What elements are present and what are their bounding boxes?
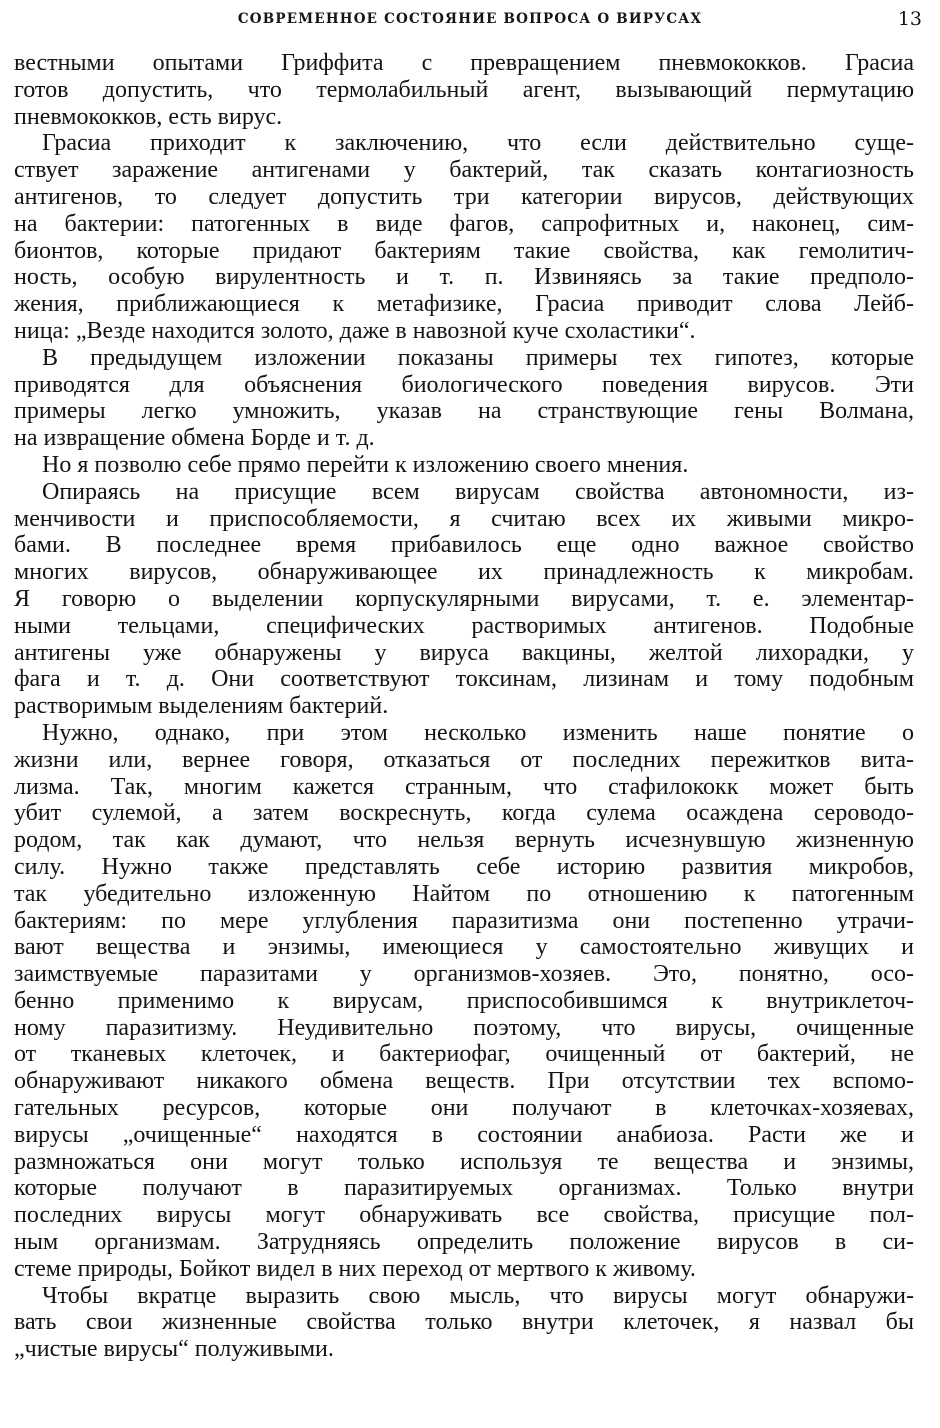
text-line: последних вирусы могут обнаруживать все свойства, присущие пол- <box>14 1202 914 1229</box>
text-line: „чистые вирусы“ полуживыми. <box>14 1336 334 1363</box>
text-line: пневмококков, есть вирус. <box>14 103 283 130</box>
text-line: В предыдущем изложении показаны примеры тех гипотез, которые <box>42 344 914 371</box>
text-line: жизни или, вернее говоря, отказаться от последних пережитков вита- <box>14 746 914 773</box>
text-line: на бактерии: патогенных в виде фагов, сапрофитных и, наконец, сим- <box>14 210 914 237</box>
text-line: бионтов, которые придают бактериям такие свойства, как гемолитич- <box>14 237 914 264</box>
text-line: стеме природы, Бойкот видел в них переход от мертвого к живому. <box>14 1255 696 1282</box>
text-line: ность, особую вирулентность и т. п. Извиняясь за такие предполо- <box>14 264 914 291</box>
text-line: бами. В последнее время прибавилось еще одно важное свойство <box>14 532 914 559</box>
page-number: 13 <box>897 8 922 30</box>
text-line: антигенов, то следует допустить три категории вирусов, действующих <box>14 183 914 210</box>
text-line: ным организмам. Затрудняясь определить положение вирусов в си- <box>14 1229 914 1256</box>
text-line: Но я позволю себе прямо перейти к изложению своего мнения. <box>42 451 689 478</box>
text-line: ствует заражение антигенами у бактерий, так сказать контагиозность <box>14 157 914 184</box>
text-line: приводятся для объяснения биологического поведения вирусов. Эти <box>14 371 914 398</box>
text-line: менчивости и приспособляемости, я считаю всех их живыми микро- <box>14 505 914 532</box>
text-line: вают вещества и энзимы, имеющиеся у самостоятельно живущих и <box>14 934 914 961</box>
text-line: обнаруживают никакого обмена веществ. При отсутствии тех вспомо- <box>14 1068 914 1095</box>
text-line: Нужно, однако, при этом несколько изменить наше понятие о <box>42 719 914 746</box>
text-line: Грасиа приходит к заключению, что если действительно суще- <box>42 130 914 157</box>
text-line: на извращение обмена Борде и т. д. <box>14 425 375 452</box>
running-head <box>18 4 922 34</box>
running-title: СОВРЕМЕННОЕ СОСТОЯНИЕ ВОПРОСА О ВИРУСАХ <box>237 11 703 27</box>
text-line: фага и т. д. Они соответствуют токсинам, лизинам и тому подобным <box>14 666 914 693</box>
text-line: ному паразитизму. Неудивительно поэтому, что вирусы, очищенные <box>14 1014 914 1041</box>
text-line: многих вирусов, обнаруживающее их принадлежность к микробам. <box>14 559 914 586</box>
text-line: заимствуемые паразитами у организмов-хозяев. Это, понятно, осо- <box>14 961 914 988</box>
body-text <box>14 50 914 1363</box>
text-line: силу. Нужно также представлять себе историю развития микробов, <box>14 853 914 880</box>
text-line: готов допустить, что термолабильный агент, вызывающий пермутацию <box>14 76 914 103</box>
text-line: Я говорю о выделении корпускулярными вирусами, т. е. элементар- <box>14 585 914 612</box>
text-line: ница: „Везде находится золото, даже в навозной куче схоластики“. <box>14 317 696 344</box>
text-line: размножаться они могут только используя те вещества и энзимы, <box>14 1148 914 1175</box>
text-line: бенно применимо к вирусам, приспособившимся к внутриклеточ- <box>14 987 914 1014</box>
text-line: Чтобы вкратце выразить свою мысль, что вирусы могут обнаружи- <box>42 1282 914 1309</box>
text-line: от тканевых клеточек, и бактериофаг, очищенный от бактерий, не <box>14 1041 914 1068</box>
text-line: гательных ресурсов, которые они получают в клеточках-хозяевах, <box>14 1095 914 1122</box>
text-line: ными тельцами, специфических растворимых антигенов. Подобные <box>14 612 914 639</box>
text-line: родом, так как думают, что нельзя вернуть исчезнувшую жизненную <box>14 827 914 854</box>
text-line: Опираясь на присущие всем вирусам свойства автономности, из- <box>42 478 914 505</box>
text-line: которые получают в паразитируемых организмах. Только внутри <box>14 1175 914 1202</box>
text-line: так убедительно изложенную Найтом по отношению к патогенным <box>14 880 914 907</box>
text-line: вестными опытами Гриффита с превращением пневмококков. Грасиа <box>14 50 914 76</box>
text-line: растворимым выделениям бактерий. <box>14 693 389 720</box>
text-line: жения, приближающиеся к метафизике, Грасиа приводит слова Лейб- <box>14 291 914 318</box>
text-line: вать свои жизненные свойства только внутри клеточек, я назвал бы <box>14 1309 914 1336</box>
text-line: вирусы „очищенные“ находятся в состоянии анабиоза. Расти же и <box>14 1121 914 1148</box>
text-line: убит сулемой, а затем воскреснуть, когда сулема осаждена сероводо- <box>14 800 914 827</box>
text-line: примеры легко умножить, указав на странствующие гены Волмана, <box>14 398 914 425</box>
text-line: бактериям: по мере углубления паразитизма они постепенно утрачи- <box>14 907 914 934</box>
text-line: лизма. Так, многим кажется странным, что стафилококк может быть <box>14 773 914 800</box>
text-line: антигены уже обнаружены у вируса вакцины, желтой лихорадки, у <box>14 639 914 666</box>
